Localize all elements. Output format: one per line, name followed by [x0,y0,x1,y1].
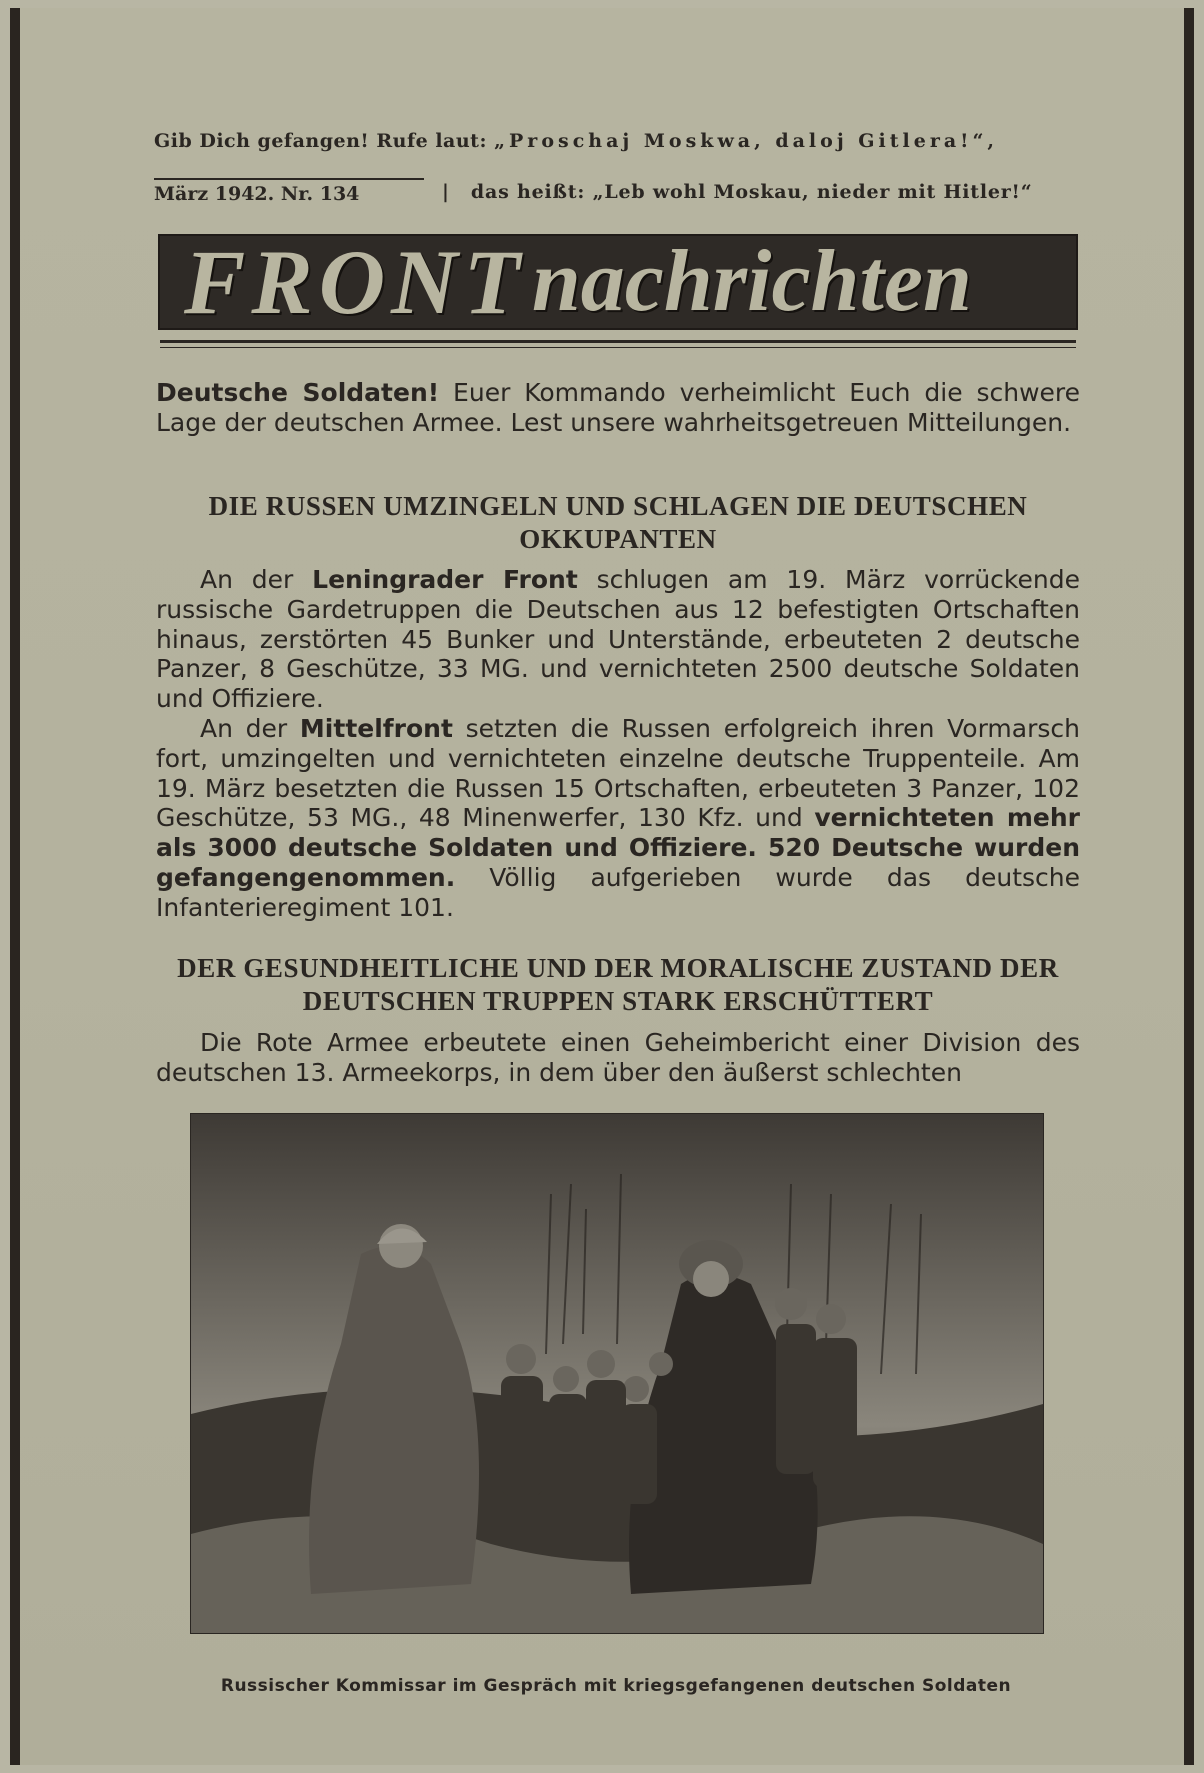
masthead-rule-thin [160,347,1076,348]
text-run-bold: Mittelfront [299,713,453,743]
header-slogan-phrase: „Proschaj Moskwa, daloj Gitlera!“, [494,130,999,152]
article1-heading: DIE RUSSEN UMZINGELN UND SCHLAGEN DIE DEUTSCHEN OKKUPANTEN [208,491,1028,554]
text-run: schlugen am 19. März vorrückende russische Gardetruppen die Deutschen aus 12 befestigten Ortschaften hinaus, zerstörten 45 Bunker und Unterstände, erbeuteten 2 deutsche Panzer, 8 Geschütze, 33 MG. und vernichteten 2500 deutsche Soldaten und Offiziere. [156,565,1080,714]
text-run-bold: vernichteten mehr als 3000 deutsche Soldaten und Offiziere. 520 Deutsche wurden gefangengenommen. [156,803,1081,892]
masthead-rule [160,340,1076,343]
photo-illustration [191,1114,1043,1633]
article1-paragraph-2 [156,714,1080,923]
article2-body [156,1028,1080,1088]
news-photo [190,1113,1044,1634]
header-slogan-prefix: Gib Dich gefangen! Rufe laut: [154,130,487,152]
article2-heading: DER GESUNDHEITLICHE UND DER MORALISCHE ZUSTAND DER DEUTSCHEN TRUPPEN STARK ERSCHÜTTERT [177,953,1059,1016]
intro-text: Euer Kommando verheimlicht Euch die schwere Lage der deutschen Armee. Lest unsere wahrheitsgetreuen Mitteilungen. [156,378,1081,437]
intro-bold: Deutsche Soldaten! [156,378,440,407]
header-slogan [154,130,1080,152]
header-issue-line [154,178,1080,205]
masthead-front: FRONT [184,231,526,333]
masthead-nachrichten: nachrichten [531,233,972,330]
intro-paragraph [156,378,1080,438]
article2-paragraph-1: Die Rote Armee erbeutete einen Geheimbericht einer Division des deutschen 13. Armeekorps, in dem über den äußerst schlechten [156,1028,1080,1087]
photo-caption: Russischer Kommissar im Gespräch mit kriegsgefangenen deutschen Soldaten [220,1676,1012,1696]
text-run: An der [200,713,300,743]
article1-paragraph-1 [156,565,1080,714]
text-run-bold: Leningrader Front [312,565,578,594]
text-run: An der [200,565,313,594]
text-run: setzten die Russen erfolgreich ihren Vormarsch fort, umzingelten und vernichteten einzelne deutsche Truppenteile. Am 19. März besetzten die Russen 15 Ortschaften, erbeuteten 3 Panzer, 102 Geschütze, 53 MG., 48 Minenwerfer, 130 Kfz. und [156,713,1080,833]
header-separator: | [442,180,449,203]
masthead [158,231,1078,333]
article1-body [156,565,1080,923]
header-translation: das heißt: „Leb wohl Moskau, nieder mit Hitler!“ [470,180,1033,203]
leaflet-page [10,8,1194,1765]
issue-date: März 1942. Nr. 134 [154,178,424,205]
text-run: Völlig aufgerieben wurde das deutsche Infanterieregiment 101. [156,862,1080,922]
